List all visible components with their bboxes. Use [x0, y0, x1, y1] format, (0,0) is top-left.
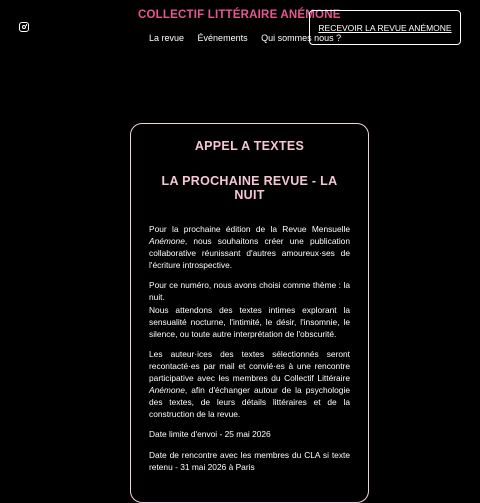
paragraph-intro	[149, 223, 350, 271]
theme-line: Pour ce numéro, nous avons choisi comme thème : la nuit.	[149, 280, 350, 303]
paragraph-selection	[149, 348, 350, 421]
intro-emphasis: Anémone	[149, 236, 185, 247]
card-body	[149, 223, 350, 473]
paragraph-theme	[149, 279, 350, 339]
nav-item-qui-sommes-nous[interactable]: Qui sommes nous ?	[261, 33, 342, 43]
call-for-texts-card	[130, 123, 369, 503]
intro-text-a: Pour la prochaine édition de la Revue Mensuelle	[149, 224, 350, 234]
nav-item-evenements[interactable]: Événements	[197, 33, 248, 43]
site-brand[interactable]: COLLECTIF LITTÉRAIRE ANÉMONE	[138, 9, 341, 21]
theme-description: Nous attendons des textes intimes explorant la sensualité nocturne, l'intimité, le désir, l'insomnie, le silence, ou toute autre interprétation de l'obscurité.	[149, 304, 350, 339]
selection-text-a: Les auteur·ices des textes sélectionnés seront recontacté·es par mail et convié·es à une rencontre participative avec les membres du Collectif Littéraire	[149, 348, 350, 384]
site-header	[0, 0, 480, 60]
selection-text-b: , afin d'échanger autour de la psychologie des textes, de leurs détails littéraires et de la construction de la revue.	[149, 385, 350, 420]
card-subtitle: LA PROCHAINE REVUE - LA NUIT	[161, 174, 338, 202]
intro-text-b: , nous souhaitons créer une publication collaborative réunissant d'autres amoureux·ses de l'écriture introspective.	[149, 236, 350, 271]
subscribe-button[interactable]: RECEVOIR LA REVUE ANÉMONE	[309, 10, 461, 45]
card-title: APPEL A TEXTES	[194, 139, 305, 153]
selection-emphasis: Anémone	[149, 385, 185, 396]
meeting-text: Date de rencontre avec les membres du CLA si texte retenu - 31 mai 2026 à Paris	[149, 449, 350, 472]
nav-item-la-revue[interactable]: La revue	[149, 33, 185, 43]
instagram-icon[interactable]	[19, 22, 29, 32]
deadline-text: Date limite d'envoi - 25 mai 2026	[149, 429, 271, 440]
